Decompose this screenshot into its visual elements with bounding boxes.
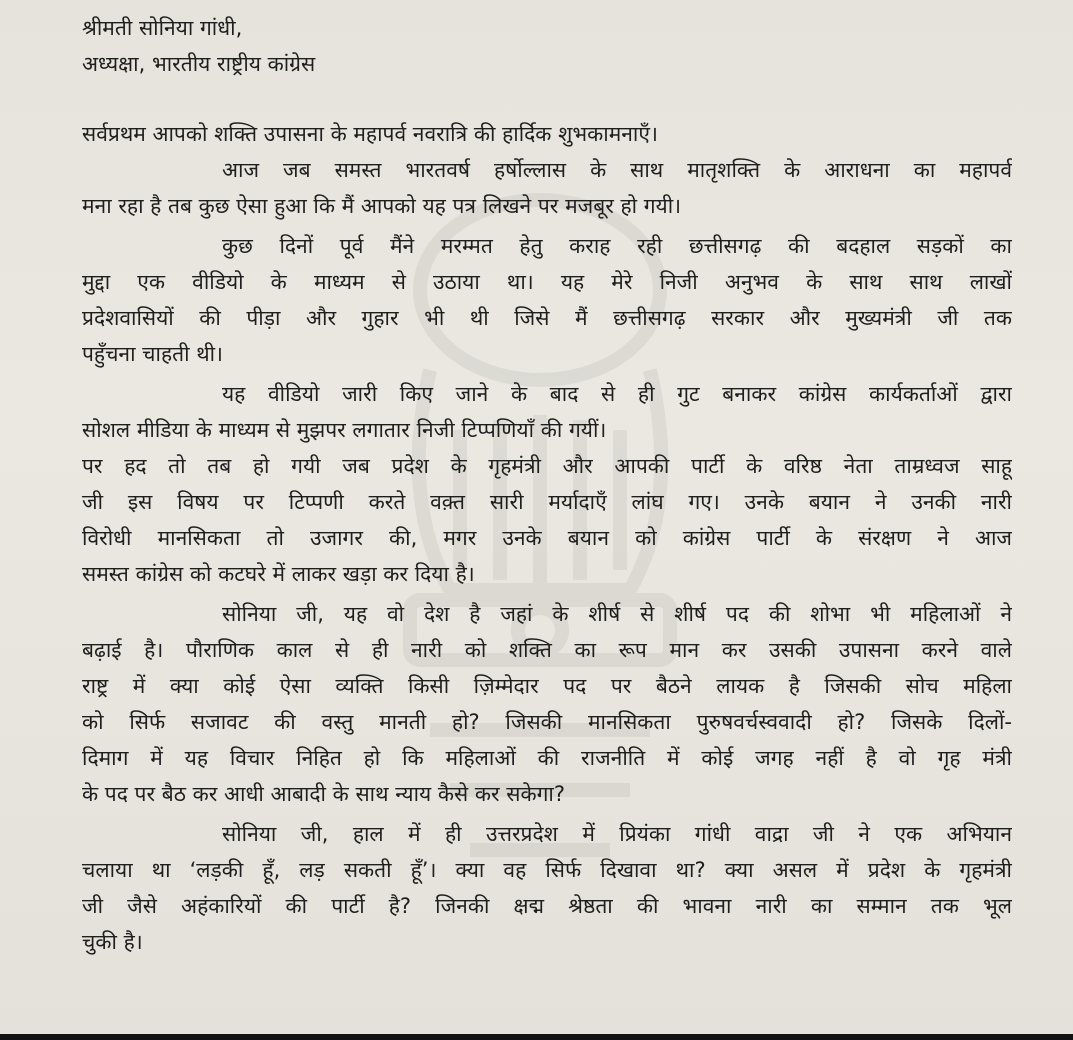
text-line: पर हद तो तब हो गयी जब प्रदेश के गृहमंत्री और आपकी पार्टी के वरिष्ठ नेता ताम्रध्वज साहू	[82, 454, 1012, 478]
paragraph-6	[82, 596, 1012, 812]
text-line: राष्ट्र में क्या कोई ऐसा व्यक्ति किसी ज़िम्मेदार पद पर बैठने लायक है जिसकी सोच महिला	[82, 674, 1012, 698]
bottom-edge	[0, 1034, 1073, 1040]
text-line: सोनिया जी, हाल में ही उत्तरप्रदेश में प्रियंका गांधी वाद्रा जी ने एक अभियान	[222, 822, 1012, 846]
text-line: सोनिया जी, यह वो देश है जहां के शीर्ष से शीर्ष पद की शोभा भी महिलाओं ने	[222, 602, 1012, 626]
text-line: पहुँचना चाहती थी।	[82, 342, 224, 366]
text-line: सर्वप्रथम आपको शक्ति उपासना के महापर्व नवरात्रि की हार्दिक शुभकामनाएँ।	[82, 122, 658, 146]
text-line: बढ़ाई है। पौराणिक काल से ही नारी को शक्ति का रूप मान कर उसकी उपासना करने वाले	[82, 638, 1012, 662]
text-line: यह वीडियो जारी किए जाने के बाद से ही गुट बनाकर कांग्रेस कार्यकर्ताओं द्वारा	[222, 382, 1012, 406]
text-line: आज जब समस्त भारतवर्ष हर्षोल्लास के साथ मातृशक्ति के आराधना का महापर्व	[222, 158, 1012, 182]
text-line: जी इस विषय पर टिप्पणी करते वक़्त सारी मर्यादाएँ लांघ गए। उनके बयान ने उनकी नारी	[82, 490, 1012, 514]
text-line: को सिर्फ सजावट की वस्तु मानती हो? जिसकी मानसिकता पुरुषवर्चस्ववादी हो? जिसके दिलों-	[82, 710, 1012, 734]
text-line: चलाया था ‘लड़की हूँ, लड़ सकती हूँ’। क्या वह सिर्फ दिखावा था? क्या असल में प्रदेश के गृहमंत्री	[82, 858, 1012, 882]
text-line: जी जैसे अहंकारियों की पार्टी है? जिनकी क्षद्म श्रेष्ठता की भावना नारी का सम्मान तक भूल	[82, 894, 1012, 918]
letter-body	[82, 10, 1012, 960]
paragraph-1	[82, 116, 1012, 152]
addressee-name: श्रीमती सोनिया गांधी,	[82, 16, 243, 40]
text-line: कुछ दिनों पूर्व मैंने मरम्मत हेतु कराह रही छत्तीसगढ़ की बदहाल सड़कों का	[222, 234, 1012, 258]
paragraph-7	[82, 816, 1012, 960]
text-line: प्रदेशवासियों की पीड़ा और गुहार भी थी जिसे मैं छत्तीसगढ़ सरकार और मुख्यमंत्री जी तक	[82, 306, 1012, 330]
paragraph-4	[82, 376, 1012, 448]
paragraph-5	[82, 448, 1012, 592]
text-line: मना रहा है तब कुछ ऐसा हुआ कि मैं आपको यह पत्र लिखने पर मजबूर हो गयी।	[82, 194, 682, 218]
addressee-title: अध्यक्षा, भारतीय राष्ट्रीय कांग्रेस	[82, 52, 316, 76]
text-line: मुद्दा एक वीडियो के माध्यम से उठाया था। यह मेरे निजी अनुभव के साथ साथ लाखों	[82, 270, 1012, 294]
text-line: सोशल मीडिया के माध्यम से मुझपर लगातार निजी टिप्पणियाँ की गयीं।	[82, 418, 607, 442]
paragraph-3	[82, 228, 1012, 372]
text-line: दिमाग में यह विचार निहित हो कि महिलाओं की राजनीति में कोई जगह नहीं है वो गृह मंत्री	[82, 746, 1012, 770]
text-line: विरोधी मानसिकता तो उजागर की, मगर उनके बयान को कांग्रेस पार्टी के संरक्षण ने आज	[82, 526, 1012, 550]
text-line: चुकी है।	[82, 930, 143, 954]
text-line: के पद पर बैठ कर आधी आबादी के साथ न्याय कैसे कर सकेगा?	[82, 782, 565, 806]
paragraph-2	[82, 152, 1012, 224]
text-line: समस्त कांग्रेस को कटघरे में लाकर खड़ा कर दिया है।	[82, 562, 475, 586]
